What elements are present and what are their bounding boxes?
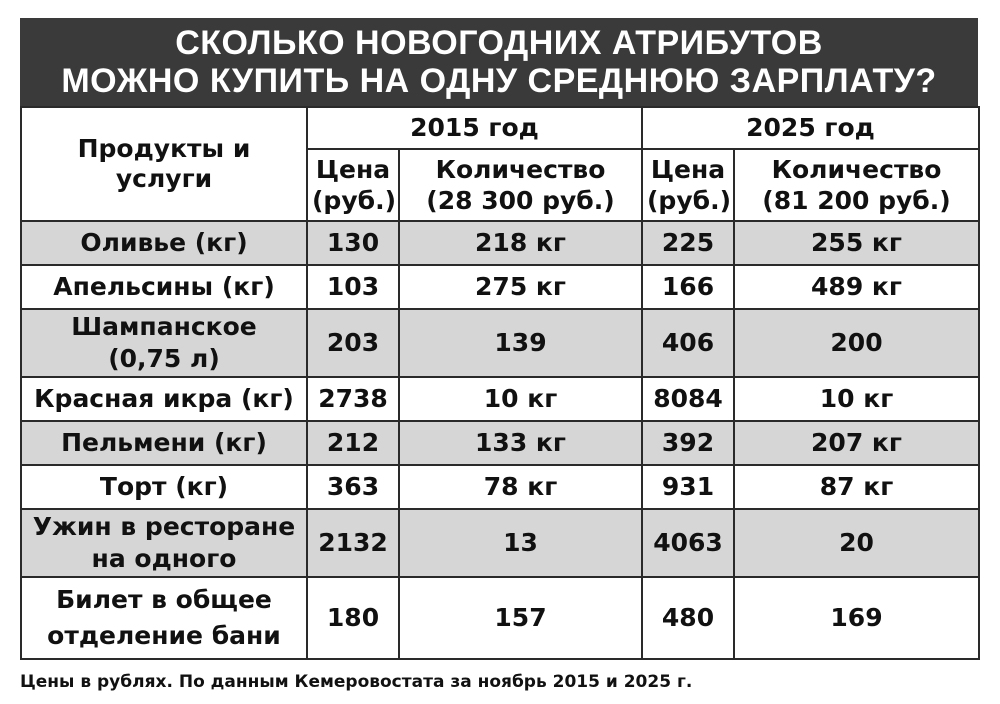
row-price-2015: 180 [307,577,399,659]
row-qty-2015: 218 кг [399,221,642,265]
header-products: Продукты и услуги [21,107,307,221]
header-qty-2025 [734,149,979,221]
header-price-2015 [307,149,399,221]
row-product: Билет в общее отделение бани [21,577,307,659]
header-qty-label: Количество [771,155,942,184]
row-product: Шампанское (0,75 л) [21,309,307,377]
header-qty-2015 [399,149,642,221]
row-qty-2015: 10 кг [399,377,642,421]
row-product: Красная икра (кг) [21,377,307,421]
row-price-2025: 392 [642,421,734,465]
row-price-2015: 103 [307,265,399,309]
table-row [21,465,979,509]
row-qty-2015: 133 кг [399,421,642,465]
row-qty-2025: 169 [734,577,979,659]
row-qty-2025: 87 кг [734,465,979,509]
row-price-2015: 2132 [307,509,399,577]
row-price-2025: 931 [642,465,734,509]
header-qty-2025-budget: (81 200 руб.) [762,186,951,215]
row-qty-2015: 157 [399,577,642,659]
row-price-2015: 212 [307,421,399,465]
header-qty-2015-budget: (28 300 руб.) [426,186,615,215]
header-qty-label: Количество [435,155,606,184]
header-year-2015: 2015 год [307,107,642,149]
table-row [21,221,979,265]
row-qty-2025: 10 кг [734,377,979,421]
row-qty-2025: 20 [734,509,979,577]
row-product: Пельмени (кг) [21,421,307,465]
row-price-2025: 406 [642,309,734,377]
table-row [21,265,979,309]
row-price-2015: 130 [307,221,399,265]
row-price-2025: 166 [642,265,734,309]
row-product: Оливье (кг) [21,221,307,265]
header-price-label: Цена [315,155,391,184]
row-qty-2015: 139 [399,309,642,377]
row-qty-2025: 489 кг [734,265,979,309]
table-row [21,309,979,377]
row-qty-2015: 78 кг [399,465,642,509]
row-qty-2025: 207 кг [734,421,979,465]
title-line-2: МОЖНО КУПИТЬ НА ОДНУ СРЕДНЮЮ ЗАРПЛАТУ? [61,62,937,100]
row-price-2015: 2738 [307,377,399,421]
header-price-2025 [642,149,734,221]
row-price-2025: 4063 [642,509,734,577]
row-qty-2025: 200 [734,309,979,377]
page-title [20,18,978,106]
row-price-2015: 363 [307,465,399,509]
row-price-2025: 480 [642,577,734,659]
header-year-2025: 2025 год [642,107,979,149]
row-product: Ужин в ресторане на одного [21,509,307,577]
header-price-unit: (руб.) [312,186,396,215]
row-qty-2015: 13 [399,509,642,577]
table-row [21,577,979,659]
row-qty-2025: 255 кг [734,221,979,265]
table-row [21,377,979,421]
header-row-years [21,107,979,149]
attributes-table [20,106,980,660]
row-price-2025: 225 [642,221,734,265]
header-price-unit: (руб.) [647,186,731,215]
row-product: Торт (кг) [21,465,307,509]
table-row [21,509,979,577]
header-price-label: Цена [650,155,726,184]
source-footnote: Цены в рублях. По данным Кемеровостата за ноябрь 2015 и 2025 г. [20,672,693,692]
row-price-2015: 203 [307,309,399,377]
title-line-1: СКОЛЬКО НОВОГОДНИХ АТРИБУТОВ [175,24,823,62]
row-qty-2015: 275 кг [399,265,642,309]
row-product: Апельсины (кг) [21,265,307,309]
table-row [21,421,979,465]
row-price-2025: 8084 [642,377,734,421]
